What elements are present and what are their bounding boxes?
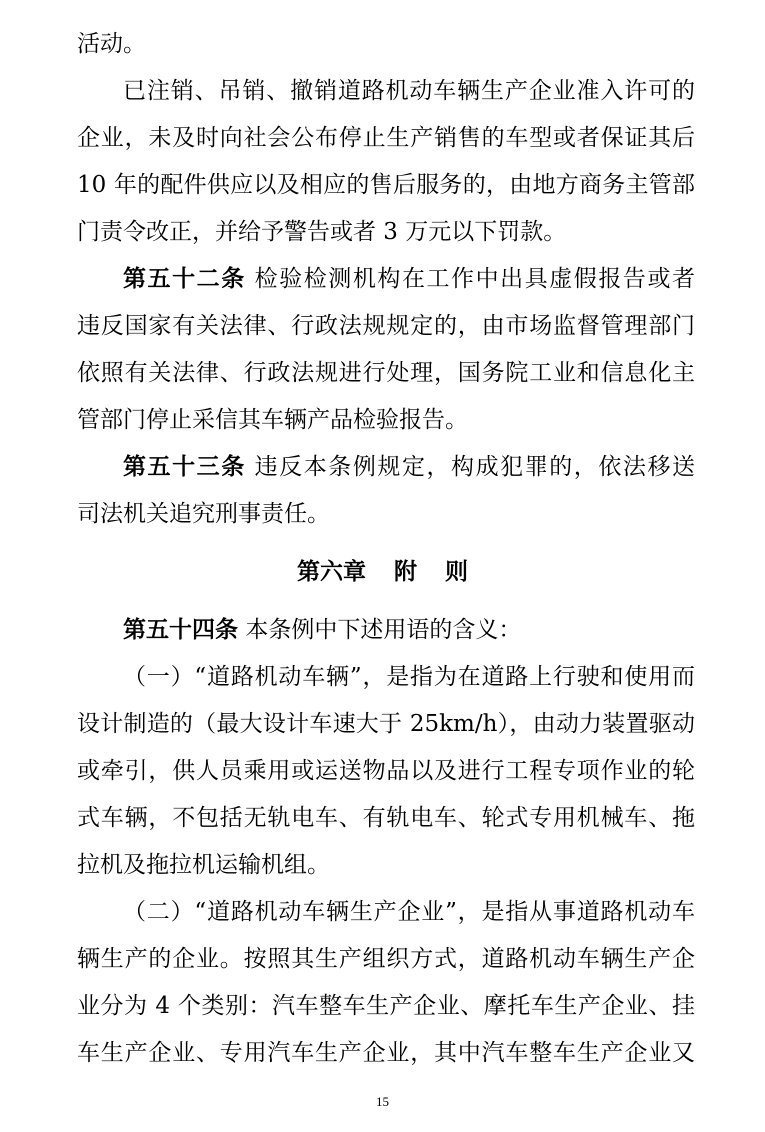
text-line: （一）“道路机动车辆”，是指为在道路上行驶和使用而 [123, 664, 695, 690]
chapter-title-char: 则 [445, 559, 468, 585]
text-line: 辆生产的企业。按照其生产组织方式，道路机动车辆生产企 [77, 946, 695, 972]
text-line: 企业，未及时向社会公布停止生产销售的车型或者保证其后 [77, 125, 695, 151]
article-label: 第五十二条 [123, 266, 246, 292]
article-text: 违反本条例规定，构成犯罪的，依法移送 [254, 454, 696, 480]
article-52 [123, 259, 695, 299]
text-line: 业分为 4 个类别：汽车整车生产企业、摩托车生产企业、挂 [77, 993, 695, 1019]
chapter-title-char: 附 [394, 559, 417, 585]
chapter-number: 第六章 [297, 559, 366, 585]
article-label: 第五十四条 [123, 617, 238, 643]
text-line: 式车辆，不包括无轨电车、有轨电车、轮式专用机械车、拖 [77, 805, 695, 831]
article-text: 检验检测机构在工作中出具虚假报告或者 [254, 266, 696, 292]
text-line: 设计制造的（最大设计车速大于 25km/h），由动力装置驱动 [77, 711, 695, 737]
article-53 [123, 447, 695, 487]
page-number: 15 [376, 1094, 389, 1109]
text-line: 或牵引，供人员乘用或运送物品以及进行工程专项作业的轮 [77, 758, 695, 784]
text-line: 司法机关追究刑事责任。 [77, 501, 330, 527]
text-line: 依照有关法律、行政法规进行处理，国务院工业和信息化主 [77, 360, 695, 386]
article-text: 本条例中下述用语的含义： [245, 617, 522, 643]
chapter-heading [0, 552, 765, 592]
text-line: 拉机及拖拉机运输机组。 [77, 852, 330, 878]
text-line: 已注销、吊销、撤销道路机动车辆生产企业准入许可的 [123, 78, 695, 104]
text-line: 车生产企业、专用汽车生产企业，其中汽车整车生产企业又 [77, 1040, 695, 1066]
text-line: 活动。 [77, 31, 146, 57]
text-line: 违反国家有关法律、行政法规规定的，由市场监督管理部门 [77, 313, 695, 339]
text-line: 10 年的配件供应以及相应的售后服务的，由地方商务主管部 [77, 172, 695, 198]
text-line: 门责令改正，并给予警告或者 3 万元以下罚款。 [77, 219, 567, 245]
article-54 [123, 610, 695, 650]
text-line: 管部门停止采信其车辆产品检验报告。 [77, 407, 468, 433]
text-line: （二）“道路机动车辆生产企业”，是指从事道路机动车 [123, 899, 695, 925]
article-label: 第五十三条 [123, 454, 246, 480]
